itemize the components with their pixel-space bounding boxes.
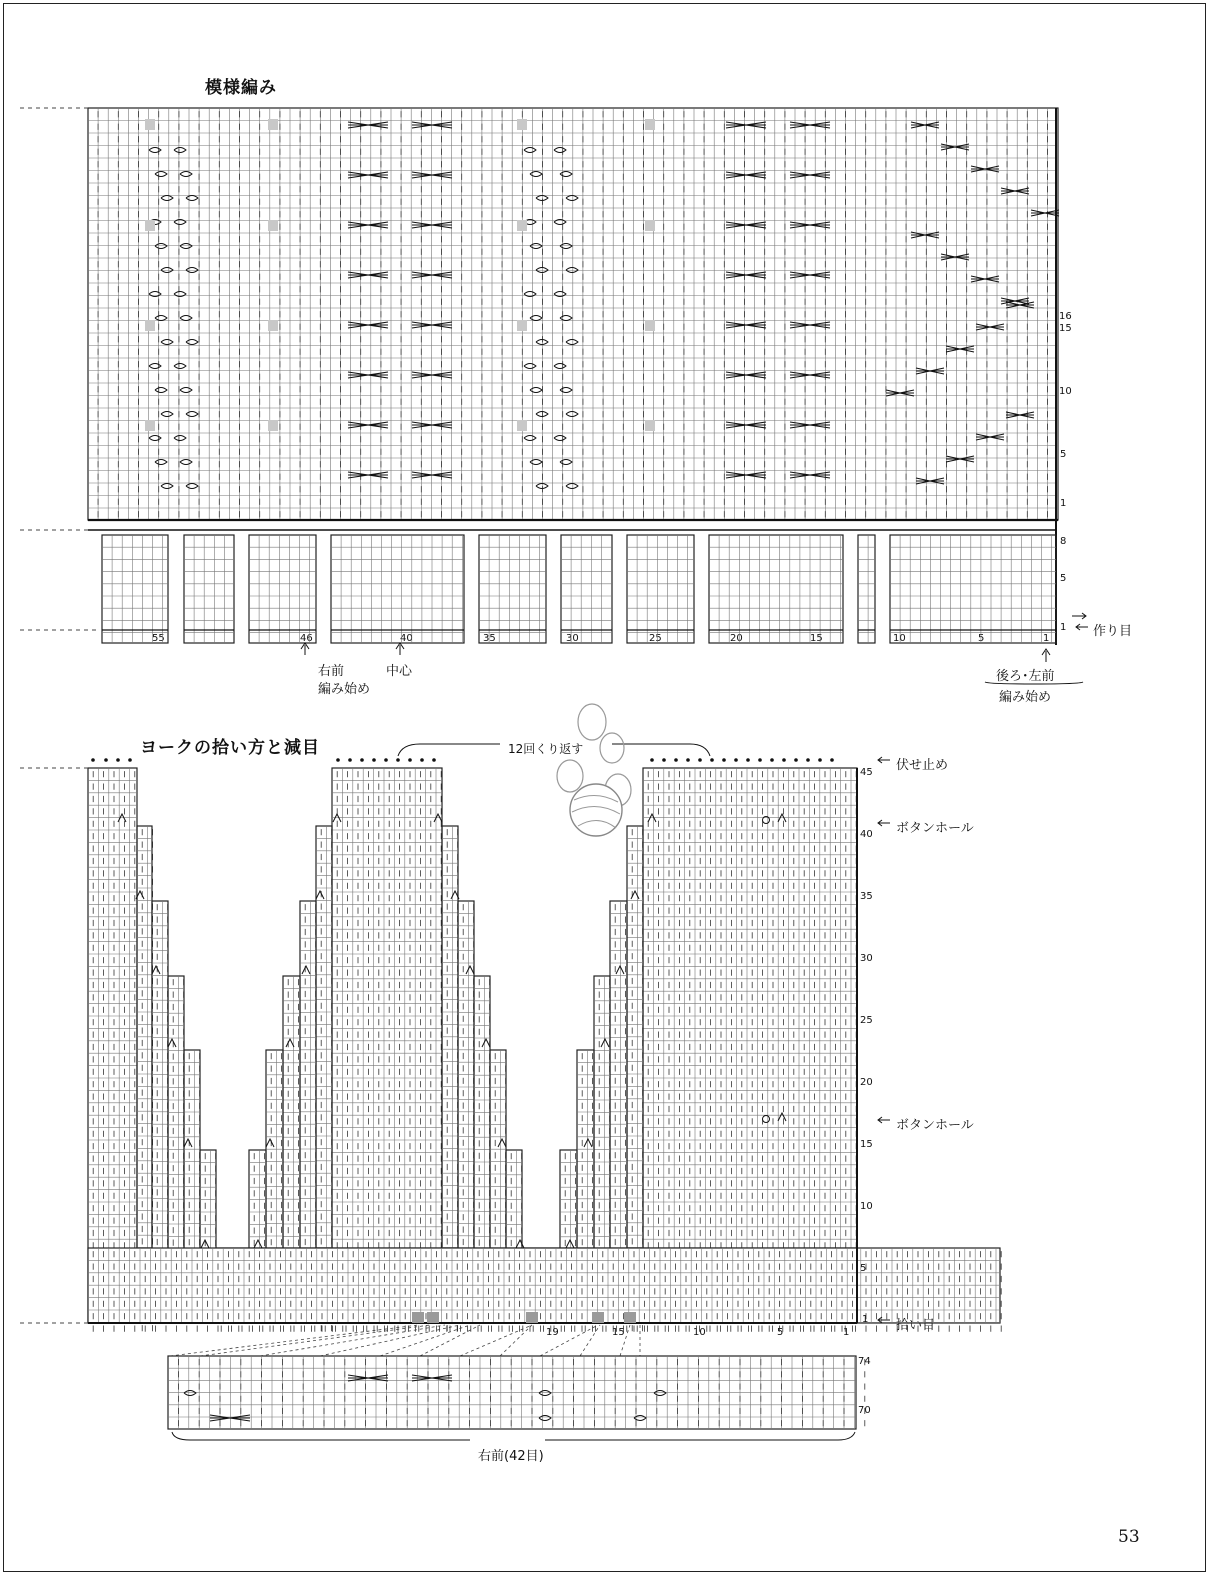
yarn-cactus-illustration: [557, 704, 631, 836]
leaf-symbol: [536, 340, 548, 345]
decrease-symbol: [584, 1139, 592, 1147]
cable-symbol: [790, 222, 830, 228]
yoke-row-number: 15: [860, 1139, 873, 1150]
cable-symbol: [726, 122, 766, 128]
pickup-shaded-cell: [592, 1312, 604, 1323]
decrease-symbol: [482, 1039, 490, 1047]
decrease-symbol: [286, 1039, 294, 1047]
cable-symbol: [1006, 302, 1034, 308]
stitch-number: 25: [649, 633, 662, 644]
leaf-symbol: [149, 148, 161, 153]
decrease-symbol: [616, 966, 624, 974]
leaf-symbol: [530, 244, 542, 249]
ribbing-block-lines: [561, 535, 612, 643]
leaf-symbol: [161, 268, 173, 273]
shaded-cell: [268, 320, 278, 331]
leaf-symbol: [524, 364, 536, 369]
leaf-symbol: [530, 316, 542, 321]
stitch-number: 1: [1043, 633, 1050, 644]
yoke-ticks: [648, 771, 856, 1323]
strip-grid-lines: [168, 1356, 856, 1429]
buttonhole-label: ボタンホール: [896, 821, 974, 836]
yoke-stitch-number: 15: [612, 1327, 625, 1338]
yoke-row-number: 30: [860, 953, 873, 964]
cable-symbol: [916, 368, 944, 374]
leaf-symbol: [539, 1391, 551, 1396]
bind-off-dot: [348, 758, 352, 762]
ribbing-block-lines: [627, 535, 694, 643]
label-arrow: [878, 820, 890, 826]
shaded-cell: [145, 220, 155, 231]
yoke-stitch-number: 10: [693, 1327, 706, 1338]
yoke-row-number: 40: [860, 829, 873, 840]
decrease-symbol: [168, 1039, 176, 1047]
repeat-bracket: [398, 744, 710, 756]
yoke-stitch-number: 1: [843, 1327, 850, 1338]
cable-symbol: [348, 222, 388, 228]
leaf-symbol: [560, 388, 572, 393]
leaf-symbol: [161, 412, 173, 417]
bind-off-dot: [432, 758, 436, 762]
shaded-cell: [145, 420, 155, 431]
leaf-symbol: [566, 196, 578, 201]
shaded-cell: [645, 119, 655, 130]
buttonhole-label: ボタンホール: [896, 1118, 974, 1133]
stitch-number: 55: [152, 633, 165, 644]
stitch-number: 30: [566, 633, 579, 644]
cable-symbol: [790, 422, 830, 428]
leaf-symbol: [560, 460, 572, 465]
leaf-symbol: [554, 364, 566, 369]
bind-off-dot: [698, 758, 702, 762]
leaf-symbol: [180, 316, 192, 321]
center-label: 中心: [386, 664, 413, 679]
cable-symbol: [726, 272, 766, 278]
cable-symbol: [976, 434, 1004, 440]
ribbing-block: [184, 535, 234, 643]
stitch-number: 20: [730, 633, 743, 644]
page-number: 53: [1118, 1527, 1140, 1547]
stitch-number: 10: [893, 633, 906, 644]
pattern-chart-title: 模様編み: [205, 78, 277, 98]
decrease-symbol: [434, 814, 442, 822]
leaf-symbol: [186, 196, 198, 201]
cable-symbol: [348, 422, 388, 428]
decrease-symbol: [466, 966, 474, 974]
pickup-label: 拾い目: [896, 1318, 936, 1333]
right-front-start-label: 編み始め: [318, 682, 371, 697]
ribbing-block-lines: [331, 535, 464, 643]
right-front-label: 右前: [318, 664, 345, 679]
leaf-symbol: [161, 196, 173, 201]
leaf-symbol: [155, 172, 167, 177]
bind-off-dot: [372, 758, 376, 762]
label-arrow: [878, 1117, 890, 1123]
cable-symbol: [348, 472, 388, 478]
yoke-chart-title: ヨークの拾い方と減目: [140, 738, 320, 758]
yoke-stitch-number: 5: [777, 1327, 784, 1338]
ribbing-row-number: 8: [1060, 536, 1067, 547]
shaded-cell: [517, 220, 527, 231]
leaf-symbol: [180, 172, 192, 177]
buttonhole-circle: [763, 1116, 770, 1123]
decrease-symbol: [184, 1139, 192, 1147]
decrease-symbol: [152, 966, 160, 974]
shaded-cell: [517, 119, 527, 130]
cable-symbol: [790, 472, 830, 478]
cable-symbol: [726, 422, 766, 428]
leaf-symbol: [530, 172, 542, 177]
strip-row-number: 74: [858, 1356, 871, 1367]
leaf-symbol: [155, 244, 167, 249]
cable-symbol: [1001, 188, 1029, 194]
cable-symbol: [941, 144, 969, 150]
decrease-symbol: [778, 1113, 786, 1121]
stitch-number: 40: [400, 633, 413, 644]
bind-off-dot: [806, 758, 810, 762]
bind-off-dot: [782, 758, 786, 762]
yoke-row-number: 20: [860, 1077, 873, 1088]
bind-off-dot: [722, 758, 726, 762]
yoke-grid-lines: [88, 768, 137, 1323]
leaf-symbol: [536, 484, 548, 489]
leaf-symbol: [186, 268, 198, 273]
leaf-symbol: [149, 364, 161, 369]
row-number: 10: [1059, 386, 1072, 397]
bind-off-dot: [746, 758, 750, 762]
yarn-part: [578, 704, 606, 740]
cable-symbol: [726, 472, 766, 478]
bind-off-dot: [686, 758, 690, 762]
cable-symbol: [941, 254, 969, 260]
bind-off-dot: [420, 758, 424, 762]
bind-off-dot: [662, 758, 666, 762]
bind-off-dot: [710, 758, 714, 762]
decrease-symbol: [566, 1240, 574, 1248]
leaf-symbol: [560, 316, 572, 321]
row-number: 16: [1059, 311, 1072, 322]
cable-symbol: [412, 272, 452, 278]
arrow-cast-on: [1072, 613, 1086, 619]
stitch-number: 15: [810, 633, 823, 644]
cable-symbol: [1006, 412, 1034, 418]
yoke-ticks: [93, 771, 135, 1323]
cable-symbol: [790, 172, 830, 178]
decrease-symbol: [498, 1139, 506, 1147]
cable-symbol: [412, 122, 452, 128]
bind-off-dot: [384, 758, 388, 762]
row-number: 15: [1059, 323, 1072, 334]
leaf-symbol: [530, 388, 542, 393]
shaded-cell: [645, 420, 655, 431]
leaf-symbol: [174, 364, 186, 369]
arrow-right-front: [301, 643, 309, 655]
leaf-symbol: [155, 388, 167, 393]
bind-off-dot: [408, 758, 412, 762]
cable-symbol: [412, 172, 452, 178]
repeat-label: 12回くり返す: [508, 742, 584, 756]
bind-off-dot: [128, 758, 132, 762]
leaf-symbol: [554, 436, 566, 441]
cable-symbol: [412, 422, 452, 428]
ribbing-block-lines: [858, 535, 875, 643]
pickup-shaded-cell: [427, 1312, 439, 1323]
cable-symbol: [412, 322, 452, 328]
cable-symbol: [348, 122, 388, 128]
leaf-symbol: [536, 268, 548, 273]
leaf-symbol: [180, 460, 192, 465]
leaf-symbol: [566, 340, 578, 345]
ribbing-block: [561, 535, 612, 643]
yoke-stitch-number: 19: [546, 1327, 559, 1338]
stitch-number: 5: [978, 633, 985, 644]
leaf-symbol: [566, 268, 578, 273]
decrease-symbol: [302, 966, 310, 974]
leaf-symbol: [186, 412, 198, 417]
row-number: 1: [1060, 498, 1067, 509]
bracket: [985, 682, 1083, 684]
cable-symbol: [726, 172, 766, 178]
back-left-front-start-label: 編み始め: [999, 690, 1052, 705]
cable-symbol: [971, 276, 999, 282]
shaded-cell: [145, 119, 155, 130]
pickup-shaded-cell: [624, 1312, 636, 1323]
strip-row-number: 70: [858, 1405, 871, 1416]
yoke-guide-dashes: [20, 768, 88, 1323]
cable-symbol: [348, 172, 388, 178]
ribbing-row-number: 5: [1060, 573, 1067, 584]
decrease-symbol: [266, 1139, 274, 1147]
leaf-symbol: [174, 148, 186, 153]
cable-symbol: [790, 272, 830, 278]
cast-on-label: 作り目: [1093, 624, 1133, 639]
bind-off-dot: [396, 758, 400, 762]
bind-off-dot: [770, 758, 774, 762]
yoke-row-number: 45: [860, 767, 873, 778]
leaf-symbol: [560, 244, 572, 249]
leaf-symbol: [654, 1391, 666, 1396]
bind-off-dot: [336, 758, 340, 762]
decrease-symbol: [254, 1240, 262, 1248]
ribbing-block-lines: [102, 535, 168, 643]
bind-off-dot: [104, 758, 108, 762]
back-left-front-label: 後ろ･左前: [996, 669, 1055, 684]
leaf-symbol: [566, 484, 578, 489]
yarn-part: [600, 733, 624, 763]
cable-symbol: [412, 472, 452, 478]
cable-symbol: [911, 122, 939, 128]
cable-symbol: [946, 456, 974, 462]
leaf-symbol: [566, 412, 578, 417]
cable-symbol: [1001, 298, 1029, 304]
bind-off-dot: [734, 758, 738, 762]
cable-symbol: [886, 390, 914, 396]
decrease-symbol: [648, 814, 656, 822]
leaf-symbol: [536, 412, 548, 417]
shaded-cell: [517, 420, 527, 431]
shaded-cell: [268, 420, 278, 431]
cable-symbol: [412, 372, 452, 378]
cable-symbol: [976, 324, 1004, 330]
bind-off-dot: [360, 758, 364, 762]
cable-symbol: [946, 346, 974, 352]
cable-symbol: [348, 372, 388, 378]
yoke-grid-lines: [332, 768, 442, 1323]
ribbing-block-lines: [890, 535, 1056, 643]
leaf-symbol: [524, 436, 536, 441]
leaf-symbol: [536, 196, 548, 201]
stitch-number: 46: [300, 633, 313, 644]
bind-off-dot: [818, 758, 822, 762]
ribbing-block-lines: [479, 535, 546, 643]
shaded-cell: [268, 220, 278, 231]
decrease-symbol: [778, 814, 786, 822]
cable-symbol: [412, 222, 452, 228]
arrow-cast-on: [1076, 624, 1088, 630]
leaf-symbol: [180, 244, 192, 249]
cable-symbol: [726, 322, 766, 328]
decrease-symbol: [601, 1039, 609, 1047]
shaded-cell: [645, 220, 655, 231]
arrow-center: [396, 643, 404, 655]
leaf-symbol: [149, 436, 161, 441]
leaf-symbol: [161, 484, 173, 489]
ribbing-block-lines: [184, 535, 234, 643]
right-front-count-label: 右前(42目): [478, 1449, 544, 1464]
strip-bracket: [172, 1432, 855, 1440]
decrease-symbol: [316, 891, 324, 899]
cable-symbol: [726, 222, 766, 228]
leaf-symbol: [174, 436, 186, 441]
yoke-row-number: 35: [860, 891, 873, 902]
leaf-symbol: [554, 148, 566, 153]
shaded-cell: [145, 320, 155, 331]
leaf-symbol: [530, 460, 542, 465]
cable-symbol: [348, 322, 388, 328]
cable-symbol: [1031, 210, 1059, 216]
bind-off-dot: [91, 758, 95, 762]
leaf-symbol: [186, 340, 198, 345]
leaf-symbol: [524, 148, 536, 153]
leaf-symbol: [161, 340, 173, 345]
stitch-number: 35: [483, 633, 496, 644]
pattern-grid-lines: [88, 108, 1058, 520]
cable-symbol: [210, 1415, 250, 1421]
ribbing-block-lines: [249, 535, 316, 643]
yoke-row-number: 1: [862, 1314, 869, 1325]
arrow-start: [1042, 649, 1050, 662]
ribbing-block: [858, 535, 875, 643]
shaded-cell: [268, 119, 278, 130]
shaded-cell: [517, 320, 527, 331]
shaded-cell: [645, 320, 655, 331]
label-arrow: [878, 757, 890, 763]
bind-off-dot: [674, 758, 678, 762]
pickup-shaded-cell: [526, 1312, 538, 1323]
yoke-row-number: 10: [860, 1201, 873, 1212]
cable-symbol: [790, 372, 830, 378]
bind-off-label: 伏せ止め: [896, 758, 949, 773]
leaf-symbol: [155, 460, 167, 465]
bind-off-dot: [794, 758, 798, 762]
leaf-symbol: [180, 388, 192, 393]
leaf-symbol: [186, 484, 198, 489]
yoke-row-number: 25: [860, 1015, 873, 1026]
decrease-symbol: [516, 1240, 524, 1248]
yarn-part: [557, 760, 583, 792]
yoke-row-number: 5: [860, 1263, 867, 1274]
bind-off-dot: [650, 758, 654, 762]
leaf-symbol: [560, 172, 572, 177]
cable-symbol: [348, 272, 388, 278]
cable-symbol: [726, 372, 766, 378]
cable-symbol: [971, 166, 999, 172]
cable-symbol: [790, 122, 830, 128]
leaf-symbol: [155, 316, 167, 321]
bind-off-dot: [758, 758, 762, 762]
bind-off-dot: [116, 758, 120, 762]
cable-symbol: [790, 322, 830, 328]
pickup-shaded-cell: [412, 1312, 424, 1323]
ribbing-block-lines: [709, 535, 843, 643]
row-number: 5: [1060, 449, 1067, 460]
leaf-symbol: [184, 1391, 196, 1396]
leaf-symbol: [539, 1416, 551, 1421]
bind-off-dot: [830, 758, 834, 762]
ribbing-row-number: 1: [1060, 622, 1067, 633]
